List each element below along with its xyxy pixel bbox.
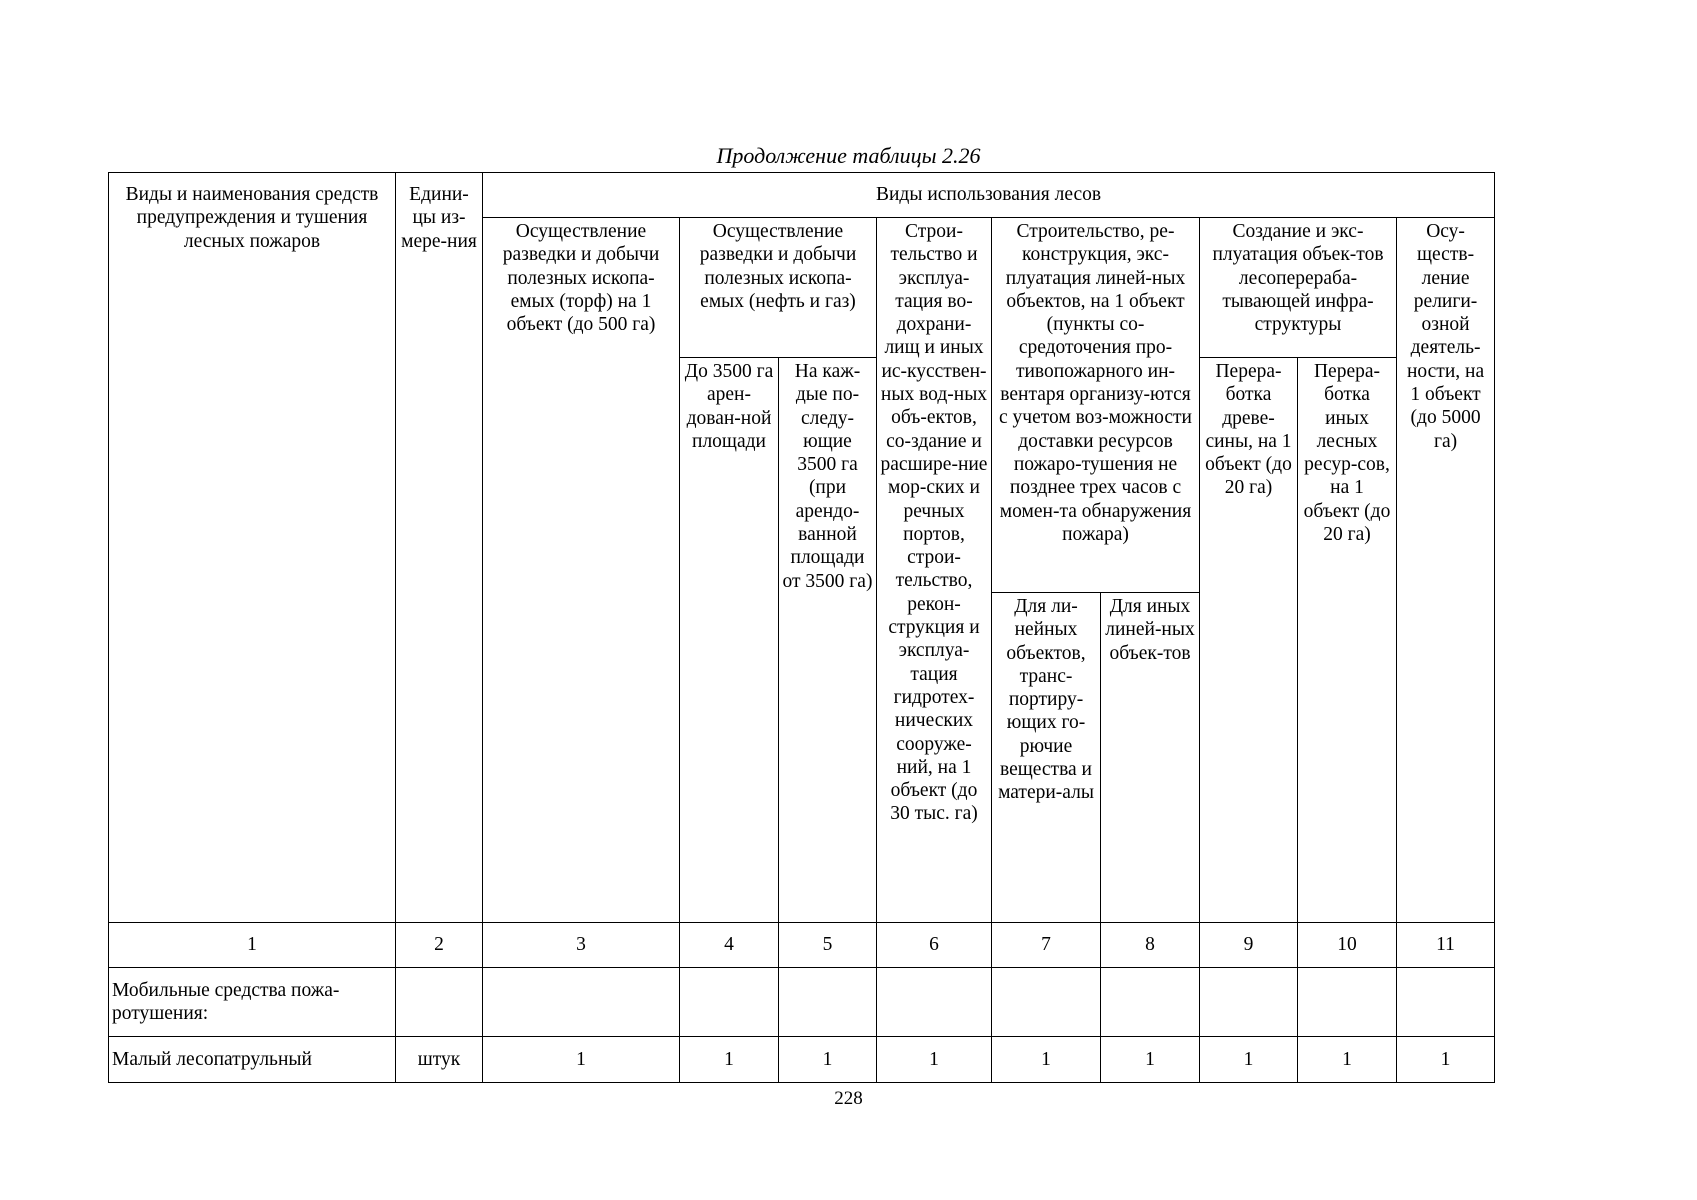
header-col-8: Для иных линей-ных объек-тов — [1101, 593, 1200, 923]
row-value: 1 — [877, 1037, 992, 1083]
row-value: 1 — [779, 1037, 877, 1083]
column-number-row — [109, 923, 1495, 968]
row-value: 1 — [483, 1037, 680, 1083]
row-value — [1298, 968, 1397, 1037]
header-unit: Едини-цы из-мере-ния — [396, 173, 483, 923]
row-value — [1101, 968, 1200, 1037]
row-value — [483, 968, 680, 1037]
row-name: Мобильные средства пожа-ротушения: — [109, 968, 396, 1037]
header-col-4: До 3500 га арен-дован-ной площади — [680, 358, 779, 923]
header-group-4-5: Осуществление разведки и добычи полезных ископа-емых (нефть и газ) — [680, 218, 877, 358]
row-value — [1397, 968, 1495, 1037]
column-number: 1 — [109, 923, 396, 968]
table-row — [109, 1037, 1495, 1083]
row-value: 1 — [1101, 1037, 1200, 1083]
header-forest-uses: Виды использования лесов — [483, 173, 1495, 218]
header-col-7: Для ли-нейных объектов, транс-портиру-ющих го-рючие вещества и матери-алы — [992, 593, 1101, 923]
table-row — [109, 968, 1495, 1037]
row-value — [779, 968, 877, 1037]
row-value — [877, 968, 992, 1037]
row-unit — [396, 968, 483, 1037]
row-value — [680, 968, 779, 1037]
header-name: Виды и наименования средств предупреждения и тушения лесных пожаров — [109, 173, 396, 923]
row-value — [992, 968, 1101, 1037]
fire-equipment-table — [108, 172, 1495, 1083]
column-number: 10 — [1298, 923, 1397, 968]
row-value: 1 — [1298, 1037, 1397, 1083]
column-number: 4 — [680, 923, 779, 968]
row-value: 1 — [680, 1037, 779, 1083]
header-group-9-10: Создание и экс-плуатация объек-тов лесоперераба-тывающей инфра-структуры — [1200, 218, 1397, 358]
header-col-5: На каж-дые по-следу-ющие 3500 га (при арендо-ванной площади от 3500 га) — [779, 358, 877, 923]
header-col-11: Осу-ществ-ление религи-озной деятель-ности, на 1 объект (до 5000 га) — [1397, 218, 1495, 923]
row-value: 1 — [1200, 1037, 1298, 1083]
column-number: 11 — [1397, 923, 1495, 968]
row-value: 1 — [992, 1037, 1101, 1083]
column-number: 6 — [877, 923, 992, 968]
column-number: 9 — [1200, 923, 1298, 968]
column-number: 8 — [1101, 923, 1200, 968]
table-caption: Продолжение таблицы 2.26 — [716, 143, 981, 168]
header-col-3: Осуществление разведки и добычи полезных ископа-емых (торф) на 1 объект (до 500 га) — [483, 218, 680, 923]
column-number: 3 — [483, 923, 680, 968]
row-value: 1 — [1397, 1037, 1495, 1083]
page-number: 228 — [834, 1088, 863, 1109]
column-number: 2 — [396, 923, 483, 968]
header-col-9: Перера-ботка древе-сины, на 1 объект (до 20 га) — [1200, 358, 1298, 923]
header-col-10: Перера-ботка иных лесных ресур-сов, на 1 объект (до 20 га) — [1298, 358, 1397, 923]
row-unit: штук — [396, 1037, 483, 1083]
header-col-6: Строи-тельство и эксплуа-тация во-дохрани-лищ и иных ис-кусствен-ных вод-ных объ-ектов, со-здание и расшире-ние мор-ских и речных портов, строи-тельство, рекон-струкция и эксплуа-тация гидротех-нических сооруже-ний, на 1 объект (до 30 тыс. га) — [877, 218, 992, 923]
row-name: Малый лесопатрульный — [109, 1037, 396, 1083]
column-number: 5 — [779, 923, 877, 968]
header-group-7-8: Строительство, ре-конструкция, экс-плуатация линей-ных объектов, на 1 объект (пункты со-средоточения про-тивопожарного ин-вентаря организу-ются с учетом воз-можности доставки ресурсов пожаро-тушения не позднее трех часов с момен-та обнаружения пожара) — [992, 218, 1200, 593]
column-number: 7 — [992, 923, 1101, 968]
row-value — [1200, 968, 1298, 1037]
